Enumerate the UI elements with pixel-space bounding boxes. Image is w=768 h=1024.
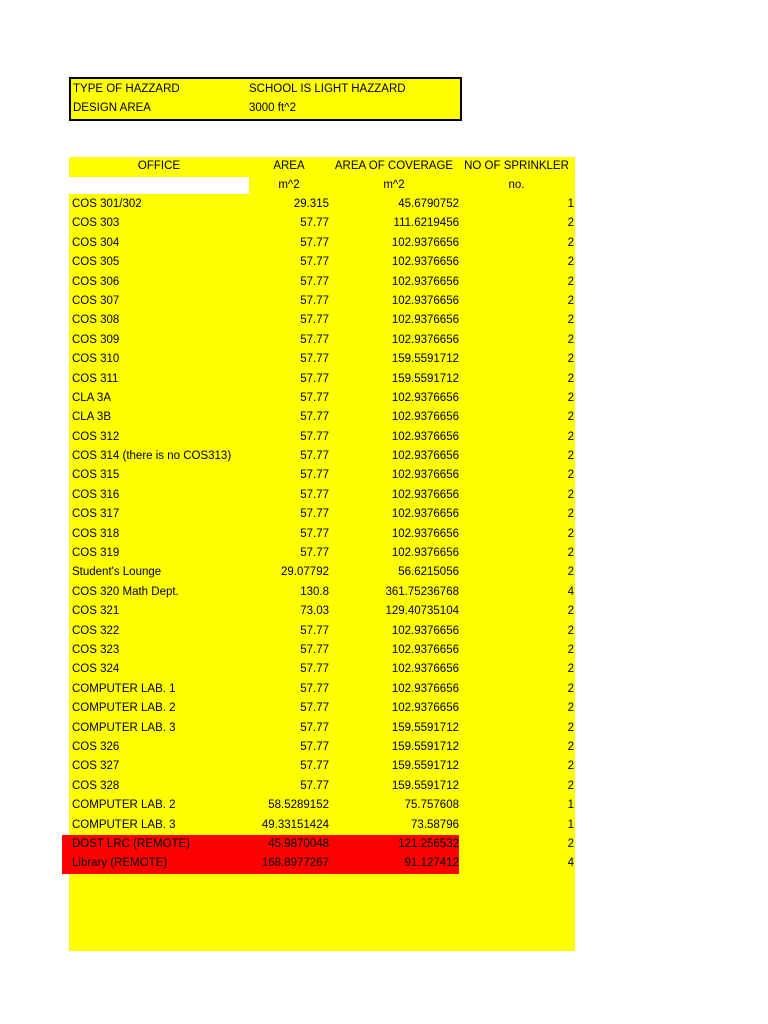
table-row	[69, 311, 575, 330]
area-cell: 57.77	[300, 779, 329, 792]
coverage-cell: 159.5591712	[391, 721, 459, 734]
sprinkler-count-cell: 2	[567, 256, 574, 269]
design-area-label: DESIGN AREA	[73, 102, 151, 114]
table-row	[69, 253, 575, 272]
coverage-cell: 111.6219456	[393, 217, 459, 230]
table-row	[69, 505, 575, 524]
table-row	[69, 602, 575, 621]
table-row	[69, 214, 575, 233]
coverage-cell: 159.5591712	[391, 740, 459, 753]
table-row	[69, 835, 575, 854]
sprinkler-count-cell: 2	[567, 682, 574, 695]
table-row	[69, 447, 575, 466]
sprinkler-count-cell: 2	[567, 837, 574, 850]
area-cell: 45.9870048	[268, 837, 329, 850]
coverage-cell: 102.9376656	[391, 663, 459, 676]
design-area-row	[71, 99, 460, 118]
hazard-type-row	[71, 80, 460, 99]
office-cell: COS 322	[72, 624, 120, 637]
coverage-cell: 102.9376656	[391, 547, 459, 560]
sprinkler-count-cell: 2	[567, 702, 574, 715]
coverage-cell: 102.9376656	[391, 469, 459, 482]
office-cell: COS 311	[72, 372, 119, 385]
area-cell: 57.77	[300, 663, 329, 676]
coverage-cell: 102.9376656	[391, 643, 459, 656]
office-cell: COS 309	[72, 333, 120, 346]
sprinkler-count-cell: 2	[567, 663, 574, 676]
office-cell: COS 328	[72, 779, 120, 792]
sprinkler-count-cell: 1	[567, 799, 574, 812]
office-cell: COS 315	[72, 469, 120, 482]
hazard-type-value: SCHOOL IS LIGHT HAZZARD	[249, 83, 406, 95]
office-cell: COS 321	[72, 605, 120, 618]
coverage-cell: 102.9376656	[391, 702, 459, 715]
table-row	[69, 428, 575, 447]
office-cell: COS 305	[72, 256, 120, 269]
sprinkler-count-cell: 2	[567, 547, 574, 560]
sprinkler-count-cell: 2	[567, 314, 574, 327]
table-row	[69, 273, 575, 292]
table-row	[69, 777, 575, 796]
table-row	[69, 854, 575, 873]
sprinkler-count-cell: 2	[567, 411, 574, 424]
sprinkler-count-cell: 2	[567, 430, 574, 443]
table-row	[69, 389, 575, 408]
sprinkler-count-cell: 4	[567, 857, 574, 870]
sprinkler-count-cell: 4	[567, 585, 574, 598]
table-row	[69, 796, 575, 815]
office-cell: COMPUTER LAB. 2	[72, 799, 176, 812]
table-row	[69, 641, 575, 660]
area-cell: 29.315	[293, 198, 329, 210]
table-body	[69, 195, 575, 874]
area-cell: 57.77	[300, 430, 329, 443]
coverage-cell: 102.9376656	[391, 294, 459, 307]
office-cell: COS 306	[72, 275, 120, 288]
office-header: OFFICE	[137, 160, 181, 172]
office-cell: COS 326	[72, 740, 120, 753]
area-cell: 57.77	[300, 294, 329, 307]
coverage-cell: 102.9376656	[391, 508, 459, 521]
coverage-cell: 159.5591712	[391, 353, 459, 366]
sprinkler-count-cell: 2	[567, 721, 574, 734]
sprinkler-count-cell: 2	[567, 469, 574, 482]
area-cell: 57.77	[300, 217, 329, 230]
area-cell: 57.77	[300, 740, 329, 753]
office-cell: COMPUTER LAB. 3	[72, 818, 176, 831]
sprinkler-count-cell: 2	[567, 760, 574, 773]
coverage-cell: 91.127412	[404, 857, 459, 870]
table-row	[69, 738, 575, 757]
office-cell: Library (REMOTE)	[72, 857, 168, 870]
table-units-row	[69, 176, 575, 195]
coverage-cell: 102.9376656	[391, 430, 459, 443]
office-cell: COS 308	[72, 314, 120, 327]
table-row	[69, 466, 575, 485]
coverage-cell: 102.9376656	[391, 527, 459, 540]
coverage-cell: 102.9376656	[391, 682, 459, 695]
office-cell: COS 317	[72, 508, 120, 521]
area-header: AREA	[273, 160, 305, 172]
coverage-cell: 159.5591712	[391, 779, 459, 792]
office-cell: COS 301/302	[72, 198, 142, 210]
table-row	[69, 544, 575, 563]
office-cell: COS 310	[72, 353, 120, 366]
area-cell: 57.77	[300, 372, 329, 385]
area-cell: 57.77	[300, 275, 329, 288]
hazard-info-box	[69, 77, 462, 121]
sprinkler-count-cell: 2	[567, 605, 574, 618]
sprinkler-unit: no.	[508, 179, 525, 191]
coverage-cell: 102.9376656	[391, 391, 459, 404]
area-cell: 49.33151424	[261, 818, 329, 831]
area-cell: 57.77	[300, 760, 329, 773]
coverage-cell: 75.757608	[404, 799, 459, 812]
area-cell: 57.77	[300, 488, 329, 501]
table-header-row	[69, 157, 575, 176]
area-cell: 57.77	[300, 508, 329, 521]
coverage-cell: 121.256532	[398, 837, 459, 850]
area-cell: 58.5289152	[268, 799, 329, 812]
area-cell: 57.77	[300, 314, 329, 327]
coverage-cell: 102.9376656	[391, 236, 459, 249]
area-cell: 29.07792	[281, 566, 329, 579]
office-cell: COS 307	[72, 294, 120, 307]
office-cell: COS 323	[72, 643, 120, 656]
sprinkler-count-cell: 2	[567, 508, 574, 521]
table-row	[69, 660, 575, 679]
area-cell: 130.8	[300, 585, 329, 598]
sprinkler-count-cell: 2	[567, 450, 574, 463]
office-cell: COS 304	[72, 236, 120, 249]
coverage-cell: 73.58796	[411, 818, 459, 831]
sprinkler-count-cell: 2	[567, 488, 574, 501]
area-cell: 57.77	[300, 643, 329, 656]
blank-cell	[69, 177, 249, 194]
coverage-cell: 102.9376656	[391, 333, 459, 346]
coverage-cell: 56.6215056	[398, 566, 459, 579]
coverage-cell: 102.9376656	[391, 411, 459, 424]
sprinkler-count-cell: 2	[567, 527, 574, 540]
office-cell: Student's Lounge	[72, 566, 162, 579]
sprinkler-count-cell: 2	[567, 391, 574, 404]
coverage-cell: 102.9376656	[391, 256, 459, 269]
table-row	[69, 525, 575, 544]
sprinkler-count-cell: 2	[567, 236, 574, 249]
area-cell: 57.77	[300, 236, 329, 249]
office-cell: COMPUTER LAB. 2	[72, 702, 176, 715]
area-cell: 57.77	[300, 702, 329, 715]
office-cell: COS 319	[72, 547, 120, 560]
coverage-cell: 45.6790752	[398, 198, 459, 210]
coverage-cell: 102.9376656	[391, 314, 459, 327]
area-cell: 73.03	[300, 605, 329, 618]
area-cell: 57.77	[300, 721, 329, 734]
area-cell: 57.77	[300, 547, 329, 560]
table-row	[69, 486, 575, 505]
area-cell: 57.77	[300, 411, 329, 424]
coverage-cell: 102.9376656	[391, 275, 459, 288]
table-row	[69, 816, 575, 835]
design-area-value: 3000 ft^2	[249, 102, 296, 114]
coverage-cell: 159.5591712	[391, 760, 459, 773]
table-row	[69, 408, 575, 427]
office-cell: COS 327	[72, 760, 120, 773]
sprinkler-count-cell: 2	[567, 333, 574, 346]
hazard-type-label: TYPE OF HAZZARD	[73, 83, 180, 95]
area-cell: 57.77	[300, 333, 329, 346]
area-cell: 57.77	[300, 469, 329, 482]
sprinkler-header: NO OF SPRINKLER	[464, 160, 569, 172]
area-cell: 57.77	[300, 682, 329, 695]
coverage-cell: 102.9376656	[391, 450, 459, 463]
sprinkler-count-cell: 2	[567, 353, 574, 366]
coverage-cell: 102.9376656	[391, 488, 459, 501]
table-row	[69, 563, 575, 582]
office-cell: COS 324	[72, 663, 120, 676]
area-cell: 168.8977267	[261, 857, 329, 870]
table-row	[69, 622, 575, 641]
coverage-cell: 129.40735104	[385, 605, 459, 618]
area-unit: m^2	[278, 179, 300, 191]
table-row	[69, 195, 575, 214]
coverage-cell: 361.75236768	[385, 585, 459, 598]
area-cell: 57.77	[300, 450, 329, 463]
sprinkler-count-cell: 2	[567, 275, 574, 288]
office-cell: COS 316	[72, 488, 120, 501]
table-row	[69, 234, 575, 253]
coverage-cell: 159.5591712	[391, 372, 459, 385]
sprinkler-count-cell: 2	[567, 624, 574, 637]
sprinkler-count-cell: 2	[567, 740, 574, 753]
coverage-cell: 102.9376656	[391, 624, 459, 637]
coverage-header: AREA OF COVERAGE	[334, 160, 454, 172]
office-cell: DOST LRC (REMOTE)	[72, 837, 190, 850]
office-cell: COS 314 (there is no COS313)	[72, 450, 232, 463]
area-cell: 57.77	[300, 256, 329, 269]
table-row	[69, 680, 575, 699]
sprinkler-count-cell: 2	[567, 779, 574, 792]
office-cell: COS 312	[72, 430, 120, 443]
office-cell: COMPUTER LAB. 3	[72, 721, 176, 734]
office-cell: COS 318	[72, 527, 120, 540]
sprinkler-count-cell: 1	[567, 198, 574, 210]
office-cell: CLA 3B	[72, 411, 111, 424]
table-row	[69, 331, 575, 350]
area-cell: 57.77	[300, 624, 329, 637]
table-row	[69, 583, 575, 602]
office-cell: COS 303	[72, 217, 120, 230]
table-row	[69, 719, 575, 738]
sprinkler-count-cell: 2	[567, 566, 574, 579]
table-row	[69, 292, 575, 311]
office-cell: CLA 3A	[72, 391, 111, 404]
table-row	[69, 757, 575, 776]
table-row	[69, 350, 575, 369]
area-cell: 57.77	[300, 353, 329, 366]
sprinkler-count-cell: 2	[567, 217, 574, 230]
table-row	[69, 699, 575, 718]
area-cell: 57.77	[300, 391, 329, 404]
table-row	[69, 370, 575, 389]
sprinkler-count-cell: 1	[567, 818, 574, 831]
office-cell: COS 320 Math Dept.	[72, 585, 179, 598]
sprinkler-count-cell: 2	[567, 372, 574, 385]
coverage-unit: m^2	[383, 179, 405, 191]
office-cell: COMPUTER LAB. 1	[72, 682, 176, 695]
area-cell: 57.77	[300, 527, 329, 540]
sprinkler-count-cell: 2	[567, 294, 574, 307]
sprinkler-count-cell: 2	[567, 643, 574, 656]
